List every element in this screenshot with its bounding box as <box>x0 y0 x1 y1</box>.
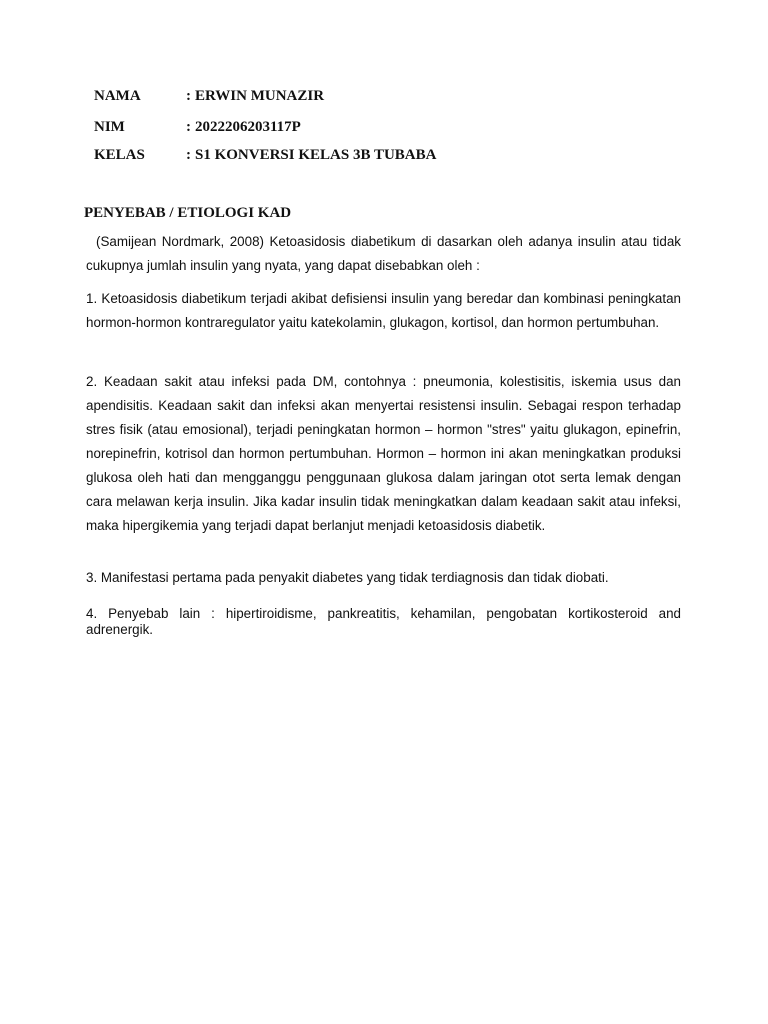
nama-row <box>94 87 324 105</box>
point-3-paragraph: 3. Manifestasi pertama pada penyakit diabetes yang tidak terdiagnosis dan tidak diobati. <box>86 570 609 585</box>
point-1-paragraph: 1. Ketoasidosis diabetikum terjadi akibat defisiensi insulin yang beredar dan kombinasi peningkatan hormon-hormon kontraregulator yaitu katekolamin, glukagon, kortisol, dan hormon pertumbuhan. <box>86 291 681 330</box>
kelas-separator: : <box>186 147 191 163</box>
kelas-label: KELAS <box>94 147 145 163</box>
kelas-row <box>94 146 436 164</box>
nama-value: ERWIN MUNAZIR <box>195 88 325 104</box>
point-4-paragraph: 4. Penyebab lain : hipertiroidisme, pankreatitis, kehamilan, pengobatan kortikosteroid and adrenergik. <box>86 606 681 637</box>
nim-separator: : <box>186 119 191 135</box>
section-heading: PENYEBAB / ETIOLOGI KAD <box>84 205 292 221</box>
intro-paragraph: (Samijean Nordmark, 2008) Ketoasidosis diabetikum di dasarkan oleh adanya insulin atau tidak cukupnya jumlah insulin yang nyata, yang dapat disebabkan oleh : <box>86 234 681 273</box>
nama-label: NAMA <box>94 88 141 104</box>
kelas-value: S1 KONVERSI KELAS 3B TUBABA <box>195 147 437 163</box>
point-2-paragraph: 2. Keadaan sakit atau infeksi pada DM, contohnya : pneumonia, kolestisitis, iskemia usus dan apendisitis. Keadaan sakit dan infeksi akan menyertai resistensi insulin. Sebagai respon terhadap stres fisik (atau emosional), terjadi peningkatan hormon – hormon "stres" yaitu glukagon, epinefrin, norepinefrin, kotrisol dan hormon pertumbuhan. Hormon – hormon ini akan meningkatkan produksi glukosa oleh hati dan mengganggu penggunaan glukosa dalam jaringan otot serta lemak dengan cara melawan kerja insulin. Jika kadar insulin tidak meningkatkan dalam keadaan sakit atau infeksi, maka hipergikemia yang terjadi dapat berlanjut menjadi ketoasidosis diabetik. <box>86 374 681 533</box>
nim-value: 2022206203117P <box>195 119 301 135</box>
nim-row <box>94 118 301 136</box>
nim-label: NIM <box>94 119 125 135</box>
nama-separator: : <box>186 88 191 104</box>
